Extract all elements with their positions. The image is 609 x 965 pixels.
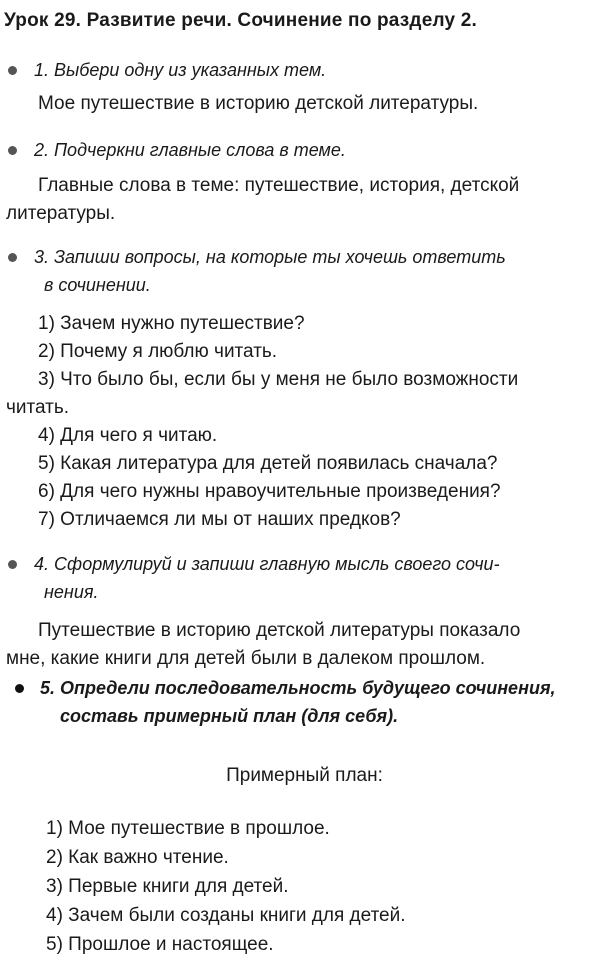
task-5 <box>0 674 605 730</box>
bullet-icon <box>15 684 24 693</box>
answer-line: литературы. <box>6 203 116 224</box>
list-item: 3) Что было бы, если бы у меня не было возможности читать. <box>6 369 519 418</box>
task-2-answer <box>6 172 598 228</box>
question-list <box>6 310 604 534</box>
answer-line: Мое путешествие в историю детской литературы. <box>38 93 479 114</box>
answer-line: Главные слова в теме: путешествие, история, детской <box>38 175 520 196</box>
list-item: 6) Для чего нужны нравоучительные произведения? <box>38 481 501 502</box>
list-item: 3) Первые книги для детей. <box>46 876 289 897</box>
task-4-answer <box>6 617 598 673</box>
answer-line: Путешествие в историю детской литературы показало <box>38 620 521 641</box>
task-3-text: 3. Запиши вопросы, на которые ты хочешь ответить <box>34 247 506 267</box>
bullet-icon <box>8 146 17 155</box>
plan-title: Примерный план: <box>226 765 383 786</box>
task-2 <box>0 136 605 164</box>
task-2-text: 2. Подчеркни главные слова в теме. <box>34 140 346 160</box>
task-4-text: нения. <box>44 582 99 602</box>
task-1-text: 1. Выбери одну из указанных тем. <box>34 60 327 80</box>
task-3-text: в сочинении. <box>44 275 151 295</box>
list-item: 2) Почему я люблю читать. <box>38 341 278 362</box>
list-item: 4) Зачем были созданы книги для детей. <box>46 905 406 926</box>
lesson-title: Урок 29. Развитие речи. Сочинение по разделу 2. <box>4 10 477 31</box>
task-5-text: 5. Определи последовательность будущего сочинения, <box>40 678 556 698</box>
list-item: 2) Как важно чтение. <box>46 847 229 868</box>
list-item: 5) Какая литература для детей появилась сначала? <box>38 453 498 474</box>
task-3 <box>0 243 605 299</box>
list-item: 5) Прошлое и настоящее. <box>46 934 274 955</box>
task-5-text: составь примерный план (для себя). <box>60 706 399 726</box>
bullet-icon <box>8 560 17 569</box>
task-4 <box>0 550 605 606</box>
bullet-icon <box>8 66 17 75</box>
bullet-icon <box>8 253 17 262</box>
list-item: 7) Отличаемся ли мы от наших предков? <box>38 509 401 530</box>
list-item: 1) Мое путешествие в прошлое. <box>46 818 330 839</box>
task-1-answer <box>6 90 598 118</box>
list-item: 1) Зачем нужно путешествие? <box>38 313 305 334</box>
plan-list <box>46 814 566 959</box>
list-item: 4) Для чего я читаю. <box>38 425 218 446</box>
task-1 <box>0 56 605 84</box>
answer-line: мне, какие книги для детей были в далеком прошлом. <box>6 648 486 669</box>
task-4-text: 4. Сформулируй и запиши главную мысль своего сочи- <box>34 554 500 574</box>
